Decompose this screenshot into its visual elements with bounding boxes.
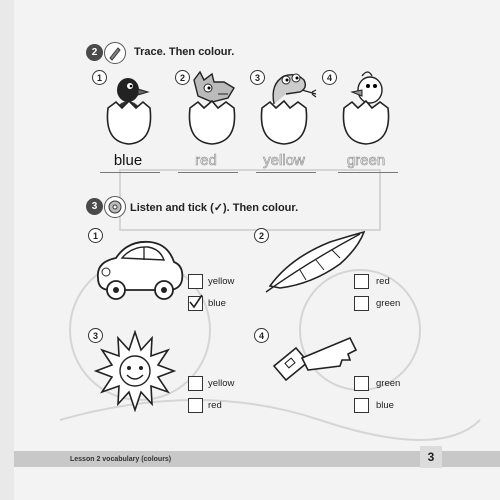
trace-word[interactable]: red [195, 152, 217, 169]
writing-line [100, 172, 160, 173]
item-number: 1 [92, 70, 107, 85]
key-icon [268, 334, 368, 396]
egg-icon [343, 101, 388, 144]
option-label: blue [208, 298, 226, 309]
trace-word[interactable]: green [346, 152, 386, 169]
footer-lesson-label: Lesson 2 vocabulary (colours) [70, 456, 172, 463]
option-label: red [376, 276, 390, 287]
sun-icon [94, 330, 176, 412]
duck-icon [352, 72, 382, 103]
exercise-3-title: Listen and tick (✓). Then colour. [130, 202, 299, 214]
writing-line [338, 172, 398, 173]
car-icon [88, 232, 188, 304]
writing-line [178, 172, 238, 173]
bird-in-egg-picture [102, 68, 162, 148]
exercise-3-number: 3 [86, 198, 103, 215]
option-label: blue [376, 400, 394, 411]
pencil-icon [104, 42, 126, 64]
option-label: yellow [208, 378, 235, 389]
item-number: 1 [88, 228, 103, 243]
checkmark-icon [188, 294, 203, 309]
checkbox[interactable] [354, 398, 369, 413]
item-number: 4 [322, 70, 337, 85]
writing-line [256, 172, 316, 173]
option-label: green [376, 298, 401, 309]
duck-in-egg-picture [338, 66, 400, 148]
item-number: 2 [175, 70, 190, 85]
checkbox[interactable] [354, 274, 369, 289]
trace-word: blue [113, 152, 143, 169]
egg-icon [261, 101, 306, 144]
exercise-2-title: Trace. Then colour. [134, 46, 235, 58]
checkbox[interactable] [354, 376, 369, 391]
checkbox[interactable] [188, 376, 203, 391]
egg-icon [189, 101, 234, 144]
item-number: 3 [250, 70, 265, 85]
item-number: 3 [88, 328, 103, 343]
cd-icon [104, 196, 126, 218]
item-number: 2 [254, 228, 269, 243]
snake-icon [273, 74, 316, 104]
option-label: green [376, 378, 401, 389]
checkbox-checked[interactable] [188, 296, 203, 311]
trace-word[interactable]: yellow [263, 152, 305, 169]
item-number: 4 [254, 328, 269, 343]
option-label: red [208, 400, 222, 411]
checkbox[interactable] [354, 296, 369, 311]
snake-in-egg-picture [256, 64, 324, 148]
dragon-icon [194, 72, 234, 102]
option-label: yellow [208, 276, 235, 287]
exercise-2-number: 2 [86, 44, 103, 61]
checkbox[interactable] [188, 398, 203, 413]
egg-icon [107, 101, 150, 144]
checkbox[interactable] [188, 274, 203, 289]
page-number: 3 [420, 446, 442, 468]
dragon-in-egg-picture [182, 66, 246, 148]
